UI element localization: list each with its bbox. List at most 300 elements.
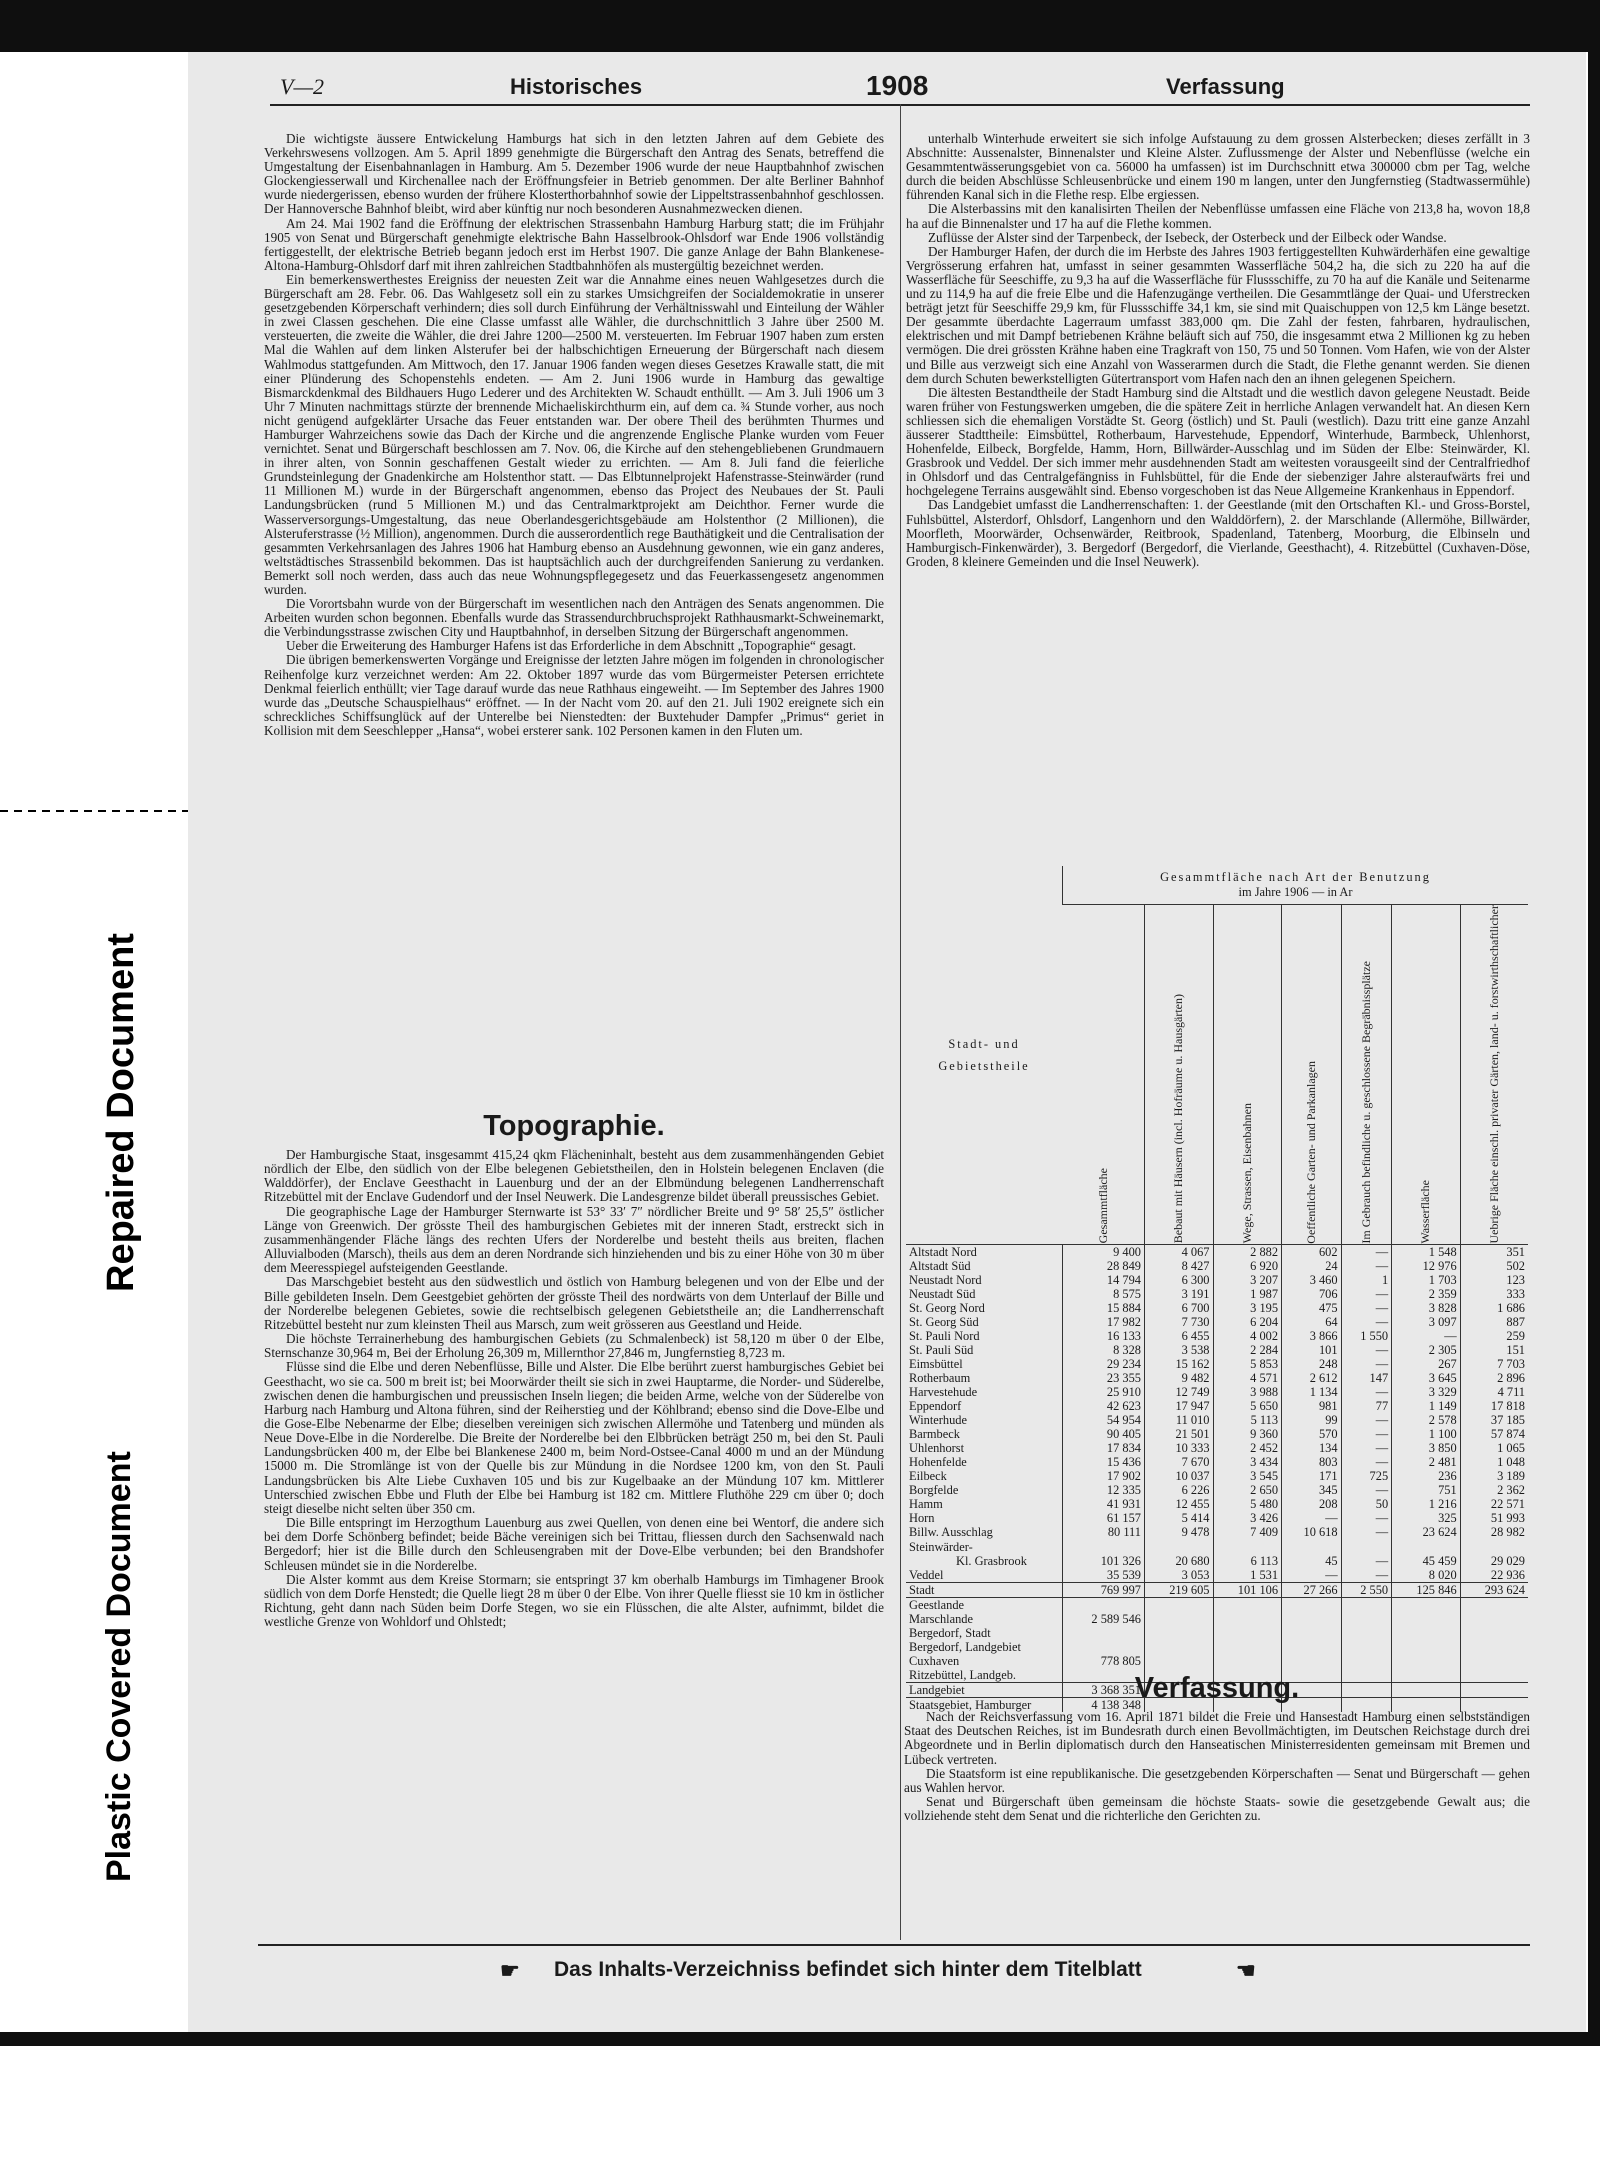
table-cell: 502 xyxy=(1460,1259,1528,1273)
table-cell: 5 650 xyxy=(1213,1399,1282,1413)
table-cell: 5 414 xyxy=(1144,1511,1213,1525)
table-cell: 57 874 xyxy=(1460,1427,1528,1441)
table-cell: 16 133 xyxy=(1063,1329,1145,1343)
table-cell: 1 048 xyxy=(1460,1455,1528,1469)
table-cell xyxy=(1392,1654,1461,1668)
header-right-title: Verfassung xyxy=(1166,74,1285,99)
table-cell: 42 623 xyxy=(1063,1399,1145,1413)
table-cell: 219 605 xyxy=(1144,1582,1213,1597)
scan-top-border xyxy=(0,0,1600,52)
topographie-text xyxy=(264,1148,884,1629)
table-cell xyxy=(1392,1626,1461,1640)
table-cell xyxy=(1341,1612,1392,1626)
footer-text: Das Inhalts-Verzeichniss befindet sich hinter dem Titelblatt xyxy=(554,1958,1142,1981)
table-row xyxy=(906,1568,1528,1583)
table-row xyxy=(906,1497,1528,1511)
table-cell: 570 xyxy=(1282,1427,1342,1441)
table-cell xyxy=(1392,1640,1461,1654)
table-cell: 25 910 xyxy=(1063,1385,1145,1399)
table-cell: 151 xyxy=(1460,1343,1528,1357)
table-cell: 51 993 xyxy=(1460,1511,1528,1525)
table-cell: 4 138 348 xyxy=(1063,1697,1145,1712)
scan-bottom-border xyxy=(0,2032,1600,2046)
table-cell: 22 936 xyxy=(1460,1568,1528,1583)
table-row xyxy=(906,1525,1528,1539)
paragraph: Die höchste Terrainerhebung des hamburgischen Gebiets (zu Schmalenbeck) ist 58,120 m über 0 der Elbe, Sternschanze 30,964 m, Bei der Erholung 26,309 m, Millernthor 27,846 m, Jungfernstieg 8,723 m. xyxy=(264,1331,884,1361)
table-row xyxy=(906,1427,1528,1441)
table-cell: 6 700 xyxy=(1144,1301,1213,1315)
table-row xyxy=(906,1511,1528,1525)
paragraph: Die Vorortsbahn wurde von der Bürgerschaft im wesentlichen nach den Anträgen des Senats angenommen. Die Arbeiten wurden schon begonnen. Ebenfalls wurde das Strassendurchbruchsprojekt Rathhausmarkt-Schweinemarkt, die Verbindungsstrasse zwischen City und Hauptbahnhof, in derselben Sitzung der Bürgerschaft angenommen. xyxy=(264,596,884,640)
column-header xyxy=(1392,905,1461,1245)
table-cell: 725 xyxy=(1341,1469,1392,1483)
table-cell: 50 xyxy=(1341,1497,1392,1511)
table-cell xyxy=(1341,1640,1392,1654)
table-cell: 17 982 xyxy=(1063,1315,1145,1329)
table-cell: 101 326 xyxy=(1063,1554,1145,1568)
table-cell: 6 455 xyxy=(1144,1329,1213,1343)
table-cell: 21 501 xyxy=(1144,1427,1213,1441)
paragraph: Der Hamburger Hafen, der durch die im Herbste des Jahres 1903 fertiggestellten Kuhwärderhäfen eine gewaltige Vergrösserung erfahren hat, umfasst in seiner gesammten Wasserfläche 504,2 ha, die sich zu 220 ha auf die Wasserfläche für Seeschiffe, zu 9,3 ha auf die Wasserfläche für Flussschiffe, zu 70 ha auf die Kanäle und Seitenarme und zu 114,9 ha auf die freie Elbe und die Hafenzugänge vertheilen. Die Gesammtlänge der Quai- und Uferstrecken beträgt jetzt für Seeschiffe 29,9 km, für Flussschiffe 34,1 km, sie sind mit Quaischuppen von 12,5 km Länge besetzt. Der gesammte überdachte Lagerraum umfasst 383,000 qm. Die Zahl der festen, fahrbaren, hydraulischen, elektrischen und mit Dampf betriebenen Krähne beläuft sich auf 750, die insgesammt etwa 2 Millionen kg zu heben vermögen. Die drei grössten Krähne haben eine Tragkraft von 150, 75 und 50 Tonnen. Vom Hafen, wie von der Alster und Bille aus verzweigt sich eine Anzahl von Wasserarmen durch die Stadt, die Flethe genannt werden. Sie dienen dem durch Schuten bewerkstelligten Gütertransport vom Hafen nach den an ihnen gelegenen Speichern. xyxy=(906,243,1530,386)
table-cell: 6 113 xyxy=(1213,1554,1282,1568)
row-label: Cuxhaven xyxy=(909,1653,960,1668)
table-cell: 80 111 xyxy=(1063,1525,1145,1539)
table-cell: 1 100 xyxy=(1392,1427,1461,1441)
table-cell: 22 571 xyxy=(1460,1497,1528,1511)
row-label: Steinwärder- xyxy=(909,1539,973,1554)
table-cell xyxy=(1460,1654,1528,1668)
footer-rule xyxy=(258,1944,1530,1946)
table-cell: 8 328 xyxy=(1063,1343,1145,1357)
table-cell: 236 xyxy=(1392,1469,1461,1483)
row-label: Eilbeck xyxy=(909,1469,947,1484)
table-cell: — xyxy=(1341,1455,1392,1469)
table-cell: 3 434 xyxy=(1213,1455,1282,1469)
table-cell: 2 284 xyxy=(1213,1343,1282,1357)
table-cell: — xyxy=(1341,1511,1392,1525)
pointing-hand-right-icon: ☛ xyxy=(500,1958,520,1983)
table-cell: 6 300 xyxy=(1144,1273,1213,1287)
row-label: St. Georg Nord xyxy=(909,1300,985,1315)
paragraph: unterhalb Winterhude erweitert sie sich infolge Aufstauung zu dem grossen Alsterbecken; dieses zerfällt in 3 Abschnitte: Aussenalster, Binnenalster und Kleine Alster. Zuflussmenge der Alster und Nebenflüsse (welche ein Gesammtentwässerungsgebiet von ca. 56000 ha umfassen) ist im Durchschnitt etwa 300000 cbm per Tag, welche durch die beiden Abschlüsse Schleusenbrücke und einem 190 m langen, unter den Jungfernstieg (Stadtwassermühle) führenden Kanal sich in die Flethe resp. Elbe ergiessen. xyxy=(906,131,1530,203)
table-cell: 29 029 xyxy=(1460,1554,1528,1568)
table-row xyxy=(906,1483,1528,1497)
table-cell: 37 185 xyxy=(1460,1413,1528,1427)
land-use-table xyxy=(906,866,1528,1712)
table-cell: 41 931 xyxy=(1063,1497,1145,1511)
table-cell: 602 xyxy=(1282,1244,1342,1259)
table-cell xyxy=(1063,1597,1145,1612)
table-cell: 3 191 xyxy=(1144,1287,1213,1301)
topographie-heading: Topographie. xyxy=(483,1110,665,1142)
table-cell: 2 362 xyxy=(1460,1483,1528,1497)
row-label: Ritzebüttel, Landgeb. xyxy=(909,1667,1017,1682)
row-label: Neustadt Süd xyxy=(909,1286,976,1301)
paragraph: Nach der Reichsverfassung vom 16. April 1871 bildet die Freie und Hansestadt Hamburg einen selbstständigen Staat des Deutschen Reiches, ist im Bundesrath durch einen Bevollmächtigten, im Deutschen Reichstage durch drei Abgeordnete und in Berlin diplomatisch durch den Hanseatischen Ministerresidenten gemeinsam mit Bremen und Lübeck vertreten. xyxy=(904,1709,1530,1767)
table-cell: 14 794 xyxy=(1063,1273,1145,1287)
table-cell: — xyxy=(1341,1385,1392,1399)
table-cell: 17 947 xyxy=(1144,1399,1213,1413)
scan-right-border xyxy=(1588,0,1600,2040)
table-cell: 333 xyxy=(1460,1287,1528,1301)
table-cell xyxy=(1392,1612,1461,1626)
table-cell: — xyxy=(1341,1568,1392,1583)
table-row xyxy=(906,1273,1528,1287)
table-cell: 6 920 xyxy=(1213,1259,1282,1273)
table-cell: 1 149 xyxy=(1392,1399,1461,1413)
paragraph: Die ältesten Bestandtheile der Stadt Hamburg sind die Altstadt und die westlich davon gelegene Neustadt. Beide waren früher von Festungswerken umgeben, die die spätere Zeit in herrliche Anlagen verwandelt hat. An diesen Kern schliessen sich die ehemaligen Vorstädte St. Georg (östlich) und St. Pauli (westlich). Dazu tritt eine ganze Anzahl äusserer Stadttheile: Eimsbüttel, Rotherbaum, Harvestehude, Eppendorf, Winterhude, Barmbeck, Uhlenhorst, Hohenfelde, Eilbeck, Borgfelde, Hamm, Horn, Billwärder-Ausschlag und im Süden der Elbe: Steinwärder, Kl. Grasbrook und Veddel. Der sich immer mehr ausdehnenden Stadt am weitesten vorausgeeilt sind der Centralfriedhof in Ohlsdorf und das Centralgefängniss in Fuhlsbüttel, für die Ende der siebenziger Jahre alsteraufwärts frei und hochgelegene Terrains ausgewählt sind. Ebenso vorgeschoben ist das Neue Allgemeine Krankenhaus in Eppendorf. xyxy=(906,384,1530,499)
table-cell: 4 571 xyxy=(1213,1371,1282,1385)
row-label: Borgfelde xyxy=(909,1483,959,1498)
table-cell: 3 097 xyxy=(1392,1315,1461,1329)
table-cell xyxy=(1144,1626,1213,1640)
table-cell: — xyxy=(1392,1329,1461,1343)
table-cell: 706 xyxy=(1282,1287,1342,1301)
table-cell: 2 359 xyxy=(1392,1287,1461,1301)
table-cell: 64 xyxy=(1282,1315,1342,1329)
table-cell: — xyxy=(1341,1427,1392,1441)
table-cell xyxy=(1213,1539,1282,1553)
table-cell: 208 xyxy=(1282,1497,1342,1511)
row-header-cell xyxy=(906,866,1063,1244)
paragraph: Die geographische Lage der Hamburger Sternwarte ist 53° 33′ 7″ nördlicher Breite und 9° 58′ 25,5″ östlicher Länge von Greenwich. Der grösste Theil des hamburgischen Gebietes mit der inneren Stadt, erstreckt sich in zusammenhängender Fläche längs des rechten Ufers der Norderelbe und besteht theils aus breiten, flachen Alluvialboden (Marsch), theils aus dem an deren Nordrande sich hinziehenden und bis zu einer Höhe von 30 m über dem Meeresspiegel aufsteigenden Geestlande. xyxy=(264,1203,884,1276)
header-left-title: Historisches xyxy=(510,74,643,99)
row-label: Eppendorf xyxy=(909,1399,962,1414)
table-cell: 9 360 xyxy=(1213,1427,1282,1441)
table-cell: 171 xyxy=(1282,1469,1342,1483)
column-header xyxy=(1460,905,1528,1245)
table-cell: 3 988 xyxy=(1213,1385,1282,1399)
row-label: Altstadt Nord xyxy=(909,1244,977,1259)
table-cell: 345 xyxy=(1282,1483,1342,1497)
table-cell: 1 xyxy=(1341,1273,1392,1287)
table-cell: — xyxy=(1341,1525,1392,1539)
table-cell: 54 954 xyxy=(1063,1413,1145,1427)
table-row xyxy=(906,1539,1528,1553)
row-label: Winterhude xyxy=(909,1413,967,1428)
table-cell xyxy=(1213,1654,1282,1668)
paragraph: Der Hamburgische Staat, insgesammt 415,24 qkm Flächeninhalt, besteht aus dem zusammenhängenden Gebiet nördlich der Elbe, den südlich von der Elbe belegenen Gebietstheilen, den in Holstein belegenen Enclaven (die Walddörfer), der Enclave Geesthacht in Lauenburg und der an der Elbmündung belegenen Landherrenschaft Ritzebüttel mit der Enclave Gudendorf und der Insel Neuwerk. Die Landesgrenze bildet überall preussisches Gebiet. xyxy=(264,1147,884,1205)
column-header xyxy=(1144,905,1213,1245)
table-row xyxy=(906,1385,1528,1399)
table-cell xyxy=(1144,1654,1213,1668)
table-cell: 15 884 xyxy=(1063,1301,1145,1315)
table-cell xyxy=(1460,1640,1528,1654)
table-cell: 769 997 xyxy=(1063,1582,1145,1597)
table-cell xyxy=(1063,1539,1145,1553)
table-cell: 2 612 xyxy=(1282,1371,1342,1385)
table-cell: 20 680 xyxy=(1144,1554,1213,1568)
table-row xyxy=(906,1654,1528,1668)
table-cell: 3 545 xyxy=(1213,1469,1282,1483)
table-cell: — xyxy=(1341,1244,1392,1259)
column-header xyxy=(1063,905,1145,1245)
table-cell: 12 976 xyxy=(1392,1259,1461,1273)
table-cell: 803 xyxy=(1282,1455,1342,1469)
table-cell: 1 703 xyxy=(1392,1273,1461,1287)
table-cell: — xyxy=(1341,1483,1392,1497)
table-cell: 45 xyxy=(1282,1554,1342,1568)
table-cell xyxy=(1392,1597,1461,1612)
table-cell: 8 020 xyxy=(1392,1568,1461,1583)
repaired-document-label: Repaired Document xyxy=(100,933,142,1292)
table-cell: 125 846 xyxy=(1392,1582,1461,1597)
table-row xyxy=(906,1315,1528,1329)
table-cell: — xyxy=(1341,1315,1392,1329)
column-header-label: Gesammtfläche xyxy=(1095,1168,1110,1244)
table-cell xyxy=(1282,1612,1342,1626)
table-cell xyxy=(1213,1612,1282,1626)
right-column-text xyxy=(906,132,1530,569)
table-cell: 3 189 xyxy=(1460,1469,1528,1483)
column-header xyxy=(1341,905,1392,1245)
table-cell: 1 065 xyxy=(1460,1441,1528,1455)
table-cell: 61 157 xyxy=(1063,1511,1145,1525)
table-row xyxy=(906,1259,1528,1273)
column-header-label: Wege, Strassen, Eisenbahnen xyxy=(1239,1103,1254,1244)
table-cell: — xyxy=(1341,1554,1392,1568)
table-cell: 9 400 xyxy=(1063,1244,1145,1259)
table-cell: 12 455 xyxy=(1144,1497,1213,1511)
table-cell: 101 xyxy=(1282,1343,1342,1357)
table-cell xyxy=(1144,1597,1213,1612)
column-header-label: Oeffentliche Garten- und Parkanlagen xyxy=(1303,1060,1318,1244)
table-cell: — xyxy=(1282,1511,1342,1525)
table-cell: 6 226 xyxy=(1144,1483,1213,1497)
table-cell: 3 866 xyxy=(1282,1329,1342,1343)
row-label: Landgebiet xyxy=(909,1682,965,1697)
table-cell: 17 818 xyxy=(1460,1399,1528,1413)
table-cell: — xyxy=(1341,1343,1392,1357)
table-cell: 12 335 xyxy=(1063,1483,1145,1497)
paragraph: Die Bille entspringt im Herzogthum Lauenburg aus zwei Quellen, von denen eine bei Wentorf, die andere sich bei dem Dorfe Schönberg befindet; beide Bäche vereinigen sich bei Trittau, fliessen durch den Sachsenwald nach Bergedorf; hier ist die Bille durch den Schleusengraben mit der Dove-Elbe verbunden; bei den Brandshofer Schleusen mündet sie in die Norderelbe. xyxy=(264,1515,884,1573)
paragraph: Zuflüsse der Alster sind der Tarpenbeck, der Isebeck, der Osterbeck und der Eilbeck oder Wandse. xyxy=(928,229,1447,245)
table-cell: 9 482 xyxy=(1144,1371,1213,1385)
table-cell: 2 305 xyxy=(1392,1343,1461,1357)
header-year: 1908 xyxy=(866,70,929,101)
table-cell: 3 645 xyxy=(1392,1371,1461,1385)
table-cell xyxy=(1282,1597,1342,1612)
table-cell xyxy=(1213,1597,1282,1612)
table-cell: — xyxy=(1341,1441,1392,1455)
table-cell: 23 355 xyxy=(1063,1371,1145,1385)
page-number: V—2 xyxy=(280,74,324,99)
table-cell: 7 703 xyxy=(1460,1357,1528,1371)
table-cell: 3 195 xyxy=(1213,1301,1282,1315)
table-cell: 7 730 xyxy=(1144,1315,1213,1329)
row-label: Bergedorf, Landgebiet xyxy=(909,1639,1021,1654)
row-label: Hohenfelde xyxy=(909,1455,967,1470)
table-cell xyxy=(1460,1539,1528,1553)
table-cell: 6 204 xyxy=(1213,1315,1282,1329)
table-cell: 28 982 xyxy=(1460,1525,1528,1539)
row-header-label: Stadt- und Gebietstheile xyxy=(938,1036,1030,1073)
table-title: Gesammtfläche nach Art der Benutzung xyxy=(1160,870,1431,884)
paragraph: Die Staatsform ist eine republikanische. Die gesetzgebenden Körperschaften — Senat und Bürgerschaft — gehen aus Wahlen hervor. xyxy=(904,1765,1530,1796)
table-cell: 351 xyxy=(1460,1244,1528,1259)
table-body xyxy=(906,1244,1528,1712)
table-cell: 5 113 xyxy=(1213,1413,1282,1427)
table-cell: 1 548 xyxy=(1392,1244,1461,1259)
table-cell: 123 xyxy=(1460,1273,1528,1287)
paragraph: Am 24. Mai 1902 fand die Eröffnung der elektrischen Strassenbahn Hamburg Harburg statt; die im Frühjahr 1905 von Senat und Bürgerschaft genehmigte elektrische Bahn Hasselbrook-Ohlsdorf war Ende 1906 vollständig fertiggestellt, der elektrische Betrieb begann jedoch erst im Herbst 1907. Die ganze Anlage der Bahn Blankenese-Altona-Hamburg-Ohlsdorf darf mit ihren zahlreichen Stadtbahnhöfen als mustergültig bezeichnet werden. xyxy=(264,215,884,273)
table-cell: 7 670 xyxy=(1144,1455,1213,1469)
row-label: Hamm xyxy=(909,1497,943,1512)
table-cell: 35 539 xyxy=(1063,1568,1145,1583)
table-cell: 778 805 xyxy=(1063,1654,1145,1668)
table-cell: 3 828 xyxy=(1392,1301,1461,1315)
table-cell: 3 538 xyxy=(1144,1343,1213,1357)
page-header xyxy=(270,66,1580,106)
row-label: St. Pauli Süd xyxy=(909,1342,974,1357)
table-cell: 147 xyxy=(1341,1371,1392,1385)
paragraph: Die Alsterbassins mit den kanalisirten Theilen der Nebenflüsse umfassen eine Fläche von 213,8 ha, wovon 18,8 ha auf die Binnenalster und 17 ha auf die Flethe kommen. xyxy=(906,201,1530,231)
table-cell xyxy=(1341,1626,1392,1640)
table-cell: 1 987 xyxy=(1213,1287,1282,1301)
table-cell: 5 480 xyxy=(1213,1497,1282,1511)
table-cell: 248 xyxy=(1282,1357,1342,1371)
table-cell xyxy=(1392,1539,1461,1553)
table-row xyxy=(906,1582,1528,1597)
table-cell: 3 850 xyxy=(1392,1441,1461,1455)
table-row xyxy=(906,1626,1528,1640)
table-cell: 4 067 xyxy=(1144,1244,1213,1259)
column-header-label: Im Gebrauch befindliche u. geschlossene Begräbnissplätze xyxy=(1358,960,1373,1244)
table-cell: 259 xyxy=(1460,1329,1528,1343)
table-cell: 4 002 xyxy=(1213,1329,1282,1343)
paragraph: Das Marschgebiet besteht aus den südwestlich und östlich von Hamburg belegenen und von der Elbe und der Bille gebildeten Inseln. Dem Geestgebiet gehörten der grösste Theil des nordwärts von dem Unterlauf der Bille und der Norderelbe belegenen Gebietes, sowie die rechtselbisch gelegenen Gebietstheile an; die Landherrenschaft Ritzebüttel besteht nur zum kleinsten Theil aus Marsch, zum weit grösseren aus Geestland und Heide. xyxy=(264,1274,884,1332)
table-cell: 10 333 xyxy=(1144,1441,1213,1455)
table-cell: 2 578 xyxy=(1392,1413,1461,1427)
left-column-history xyxy=(264,132,884,738)
table-row xyxy=(906,1413,1528,1427)
table-cell: 2 650 xyxy=(1213,1483,1282,1497)
table-cell: 90 405 xyxy=(1063,1427,1145,1441)
table-cell: 2 550 xyxy=(1341,1582,1392,1597)
table-cell: 8 427 xyxy=(1144,1259,1213,1273)
table-cell: 28 849 xyxy=(1063,1259,1145,1273)
dashed-divider xyxy=(0,810,188,812)
table-cell: 751 xyxy=(1392,1483,1461,1497)
table-cell: 1 134 xyxy=(1282,1385,1342,1399)
table-cell: 15 436 xyxy=(1063,1455,1145,1469)
paragraph: Senat und Bürgerschaft üben gemeinsam die höchste Staats- sowie die gesetzgebende Gewalt aus; die vollziehende steht dem Senat und die richterliche den Gerichten zu. xyxy=(904,1794,1530,1824)
row-label: Bergedorf, Stadt xyxy=(909,1625,991,1640)
table-cell: 3 368 351 xyxy=(1063,1682,1145,1697)
table-row xyxy=(906,1455,1528,1469)
table-cell xyxy=(1282,1640,1342,1654)
row-label: Kl. Grasbrook xyxy=(956,1553,1027,1568)
table-row xyxy=(906,1399,1528,1413)
table-cell xyxy=(1460,1597,1528,1612)
paragraph: Die Alster kommt aus dem Kreise Stormarn; sie entspringt 37 km oberhalb Hamburgs im Timhagener Brook südlich von dem Dorfe Henstedt; die Quelle liegt 28 m über 0 der Elbe. Von ihrer Quelle fliesst sie 10 km in östlicher Richtung, geht dann nach Süden beim Dorfe Stegen, wo sie ein Flüsschen, die alte Alster, aufnimmt, bildet die westliche Grenze von Wohldorf und Ohlstedt; xyxy=(264,1571,884,1630)
table-cell xyxy=(1063,1640,1145,1654)
table-cell: 3 053 xyxy=(1144,1568,1213,1583)
table-cell: 11 010 xyxy=(1144,1413,1213,1427)
table-cell: 475 xyxy=(1282,1301,1342,1315)
table-cell: — xyxy=(1341,1287,1392,1301)
row-label: Geestlande xyxy=(909,1597,965,1612)
table-cell xyxy=(1341,1539,1392,1553)
table-row xyxy=(906,1329,1528,1343)
table-cell: 134 xyxy=(1282,1441,1342,1455)
table-cell: 267 xyxy=(1392,1357,1461,1371)
table-row xyxy=(906,1612,1528,1626)
table-row xyxy=(906,1441,1528,1455)
row-label: Neustadt Nord xyxy=(909,1272,982,1287)
table-cell: 2 452 xyxy=(1213,1441,1282,1455)
table-cell: 325 xyxy=(1392,1511,1461,1525)
table-cell: — xyxy=(1282,1568,1342,1583)
row-label: Veddel xyxy=(909,1567,944,1582)
table-cell: 15 162 xyxy=(1144,1357,1213,1371)
table-cell: 293 624 xyxy=(1460,1582,1528,1597)
column-rule xyxy=(900,104,901,1940)
table-row xyxy=(906,1301,1528,1315)
paragraph: Das Landgebiet umfasst die Landherrenschaften: 1. der Geestlande (mit den Ortschaften Kl.- und Gross-Borstel, Fuhlsbüttel, Alsterdorf, Ohlsdorf, Langenhorn und den Walddörfern), 2. der Marschlande (Allermöhe, Billwärder, Moorfleth, Moorwärder, Ochsenwärder, Reitbrook, Spadenland, Tatenberg, Moorburg, die Elbinseln und Hamburgisch-Finkenwärder), 3. Bergedorf (Bergedorf, die Vierlande, Geesthacht), 4. Ritzebüttel (Cuxhaven-Döse, Groden, 8 kleinere Gemeinden und die Insel Neuwerk). xyxy=(906,497,1530,569)
table-cell: 17 834 xyxy=(1063,1441,1145,1455)
table-cell: 7 409 xyxy=(1213,1525,1282,1539)
table-cell: 77 xyxy=(1341,1399,1392,1413)
table-row xyxy=(906,1371,1528,1385)
table-cell: 10 618 xyxy=(1282,1525,1342,1539)
table-cell: 2 882 xyxy=(1213,1244,1282,1259)
table-cell: 1 686 xyxy=(1460,1301,1528,1315)
column-header xyxy=(1213,905,1282,1245)
table-cell: 2 589 546 xyxy=(1063,1612,1145,1626)
table-row xyxy=(906,1469,1528,1483)
table-cell: 29 234 xyxy=(1063,1357,1145,1371)
table-row xyxy=(906,1640,1528,1654)
paragraph: Ueber die Erweiterung des Hamburger Hafens ist das Erforderliche in dem Abschnitt „Topographie“ gesagt. xyxy=(286,638,857,654)
table-cell xyxy=(1460,1612,1528,1626)
table-cell: 1 550 xyxy=(1341,1329,1392,1343)
table-cell: 24 xyxy=(1282,1259,1342,1273)
table-cell xyxy=(1144,1640,1213,1654)
paragraph: Die wichtigste äussere Entwickelung Hamburgs hat sich in den letzten Jahren auf dem Gebiete des Verkehrswesens vollzogen. Am 5. April 1899 genehmigte die Bürgerschaft den Antrag des Senats, betreffend die Umgestaltung der Eisenbahnanlagen in Hamburg. Am 5. Dezember 1906 wurde der neue Hauptbahnhof zwischen Glockengiesserwall und Kirchenallee nach der Eröffnungsfeier in Betrieb genommen. Der alte Berliner Bahnhof wurde niedergerissen, ebenso wurden der frühere Klosterthorbahnhof sowie der Lippeltstrassenbahnhof geschlossen. Der Hannoversche Bahnhof bleibt, wird aber künftig nur noch besonderen Ausnahmezwecken dienen. xyxy=(264,131,884,217)
table-cell: 27 266 xyxy=(1282,1582,1342,1597)
table-cell xyxy=(1341,1654,1392,1668)
plastic-covered-document-label: Plastic Covered Document xyxy=(100,1451,138,1882)
row-label: Staatsgebiet, Hamburger xyxy=(909,1697,1032,1712)
table-cell xyxy=(1460,1626,1528,1640)
table-cell: 2 481 xyxy=(1392,1455,1461,1469)
table-cell: 17 902 xyxy=(1063,1469,1145,1483)
document-label-strip xyxy=(0,52,188,2032)
table-cell: 99 xyxy=(1282,1413,1342,1427)
table-subtitle: im Jahre 1906 — in Ar xyxy=(1238,885,1353,899)
table-cell: 23 624 xyxy=(1392,1525,1461,1539)
table-cell xyxy=(1213,1626,1282,1640)
table-cell: 10 037 xyxy=(1144,1469,1213,1483)
column-header-label: Uebrige Fläche einschl. privater Gärten, land- u. forstwirthschaftlicher xyxy=(1486,905,1501,1244)
table-cell: 2 896 xyxy=(1460,1371,1528,1385)
table-cell xyxy=(1282,1654,1342,1668)
row-label: Marschlande xyxy=(909,1611,973,1626)
table-cell: — xyxy=(1341,1301,1392,1315)
table-cell xyxy=(1213,1640,1282,1654)
paragraph: Die übrigen bemerkenswerten Vorgänge und Ereignisse der letzten Jahre mögen im folgenden in chronologischer Reihenfolge kurz verzeichnet werden: Am 22. Oktober 1897 wurde das vom Bürgermeister Petersen errichtete Denkmal feierlich enthüllt; vier Tage darauf wurde das neue Rathhaus eingeweiht. — Im September des Jahres 1900 wurde das „Deutsche Schauspielhaus“ eröffnet. — In der Nacht vom 20. auf den 21. Juli 1902 ereignete sich ein schreckliches Schiffsunglück auf der Unterelbe bei Nienstedten: der Buxtehuder Dampfer „Primus“ geriet in Kollision mit dem Seeschlepper „Hansa“, wobei ersterer sank. 102 Personen kamen in den Fluten um. xyxy=(264,652,884,738)
row-label: Altstadt Süd xyxy=(909,1258,971,1273)
table-row xyxy=(906,1357,1528,1371)
table-cell: 1 531 xyxy=(1213,1568,1282,1583)
table-cell: 887 xyxy=(1460,1315,1528,1329)
row-label: Rotherbaum xyxy=(909,1370,971,1385)
verfassung-text xyxy=(904,1710,1530,1824)
table-cell: 4 711 xyxy=(1460,1385,1528,1399)
verfassung-heading: Verfassung. xyxy=(1134,1672,1300,1704)
table-row xyxy=(906,1287,1528,1301)
